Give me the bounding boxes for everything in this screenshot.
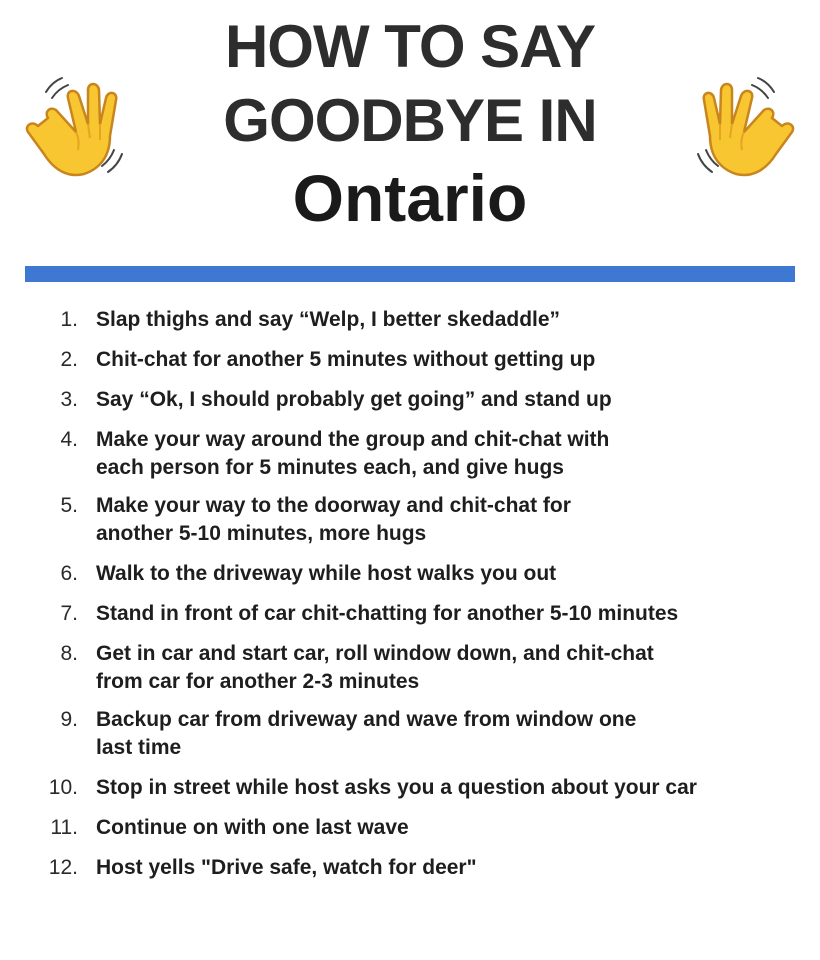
page-title-place: Ontario xyxy=(292,161,528,235)
step-number: 12. xyxy=(48,856,78,879)
step-text: Say “Ok, I should probably get going” and stand up xyxy=(96,388,612,411)
step-text: Backup car from driveway and wave from window one xyxy=(96,708,637,731)
step-text: Slap thighs and say “Welp, I better skedaddle” xyxy=(96,308,561,331)
step-text: Make your way to the doorway and chit-chat for xyxy=(96,494,571,517)
step-text: Get in car and start car, roll window down, and chit-chat xyxy=(96,642,654,665)
header xyxy=(0,0,820,262)
step-number: 10. xyxy=(48,776,78,799)
step-number: 5. xyxy=(60,494,78,517)
step-number: 2. xyxy=(60,348,78,371)
step-number: 9. xyxy=(60,708,78,731)
page-title-line-1: HOW TO SAY xyxy=(224,13,596,80)
step-text-continued: another 5-10 minutes, more hugs xyxy=(96,522,427,545)
divider-bar xyxy=(25,266,795,282)
step-text: Walk to the driveway while host walks you out xyxy=(96,562,557,585)
page-title-line-2: GOODBYE IN xyxy=(223,87,597,154)
step-text: Make your way around the group and chit-chat with xyxy=(96,428,610,451)
step-number: 3. xyxy=(60,388,78,411)
step-text: Chit-chat for another 5 minutes without getting up xyxy=(96,348,596,371)
step-number: 6. xyxy=(60,562,78,585)
step-number: 4. xyxy=(60,428,78,451)
step-number: 7. xyxy=(60,602,78,625)
step-number: 11. xyxy=(50,816,78,839)
step-text-continued: last time xyxy=(96,736,182,759)
step-text: Stop in street while host asks you a question about your car xyxy=(96,776,697,799)
step-text: Host yells "Drive safe, watch for deer" xyxy=(96,856,477,879)
step-number: 1. xyxy=(60,308,78,331)
step-text-continued: from car for another 2-3 minutes xyxy=(96,670,420,693)
step-text: Continue on with one last wave xyxy=(96,816,409,839)
step-text: Stand in front of car chit-chatting for another 5-10 minutes xyxy=(96,602,679,625)
step-text-continued: each person for 5 minutes each, and give hugs xyxy=(96,456,564,479)
step-number: 8. xyxy=(60,642,78,665)
